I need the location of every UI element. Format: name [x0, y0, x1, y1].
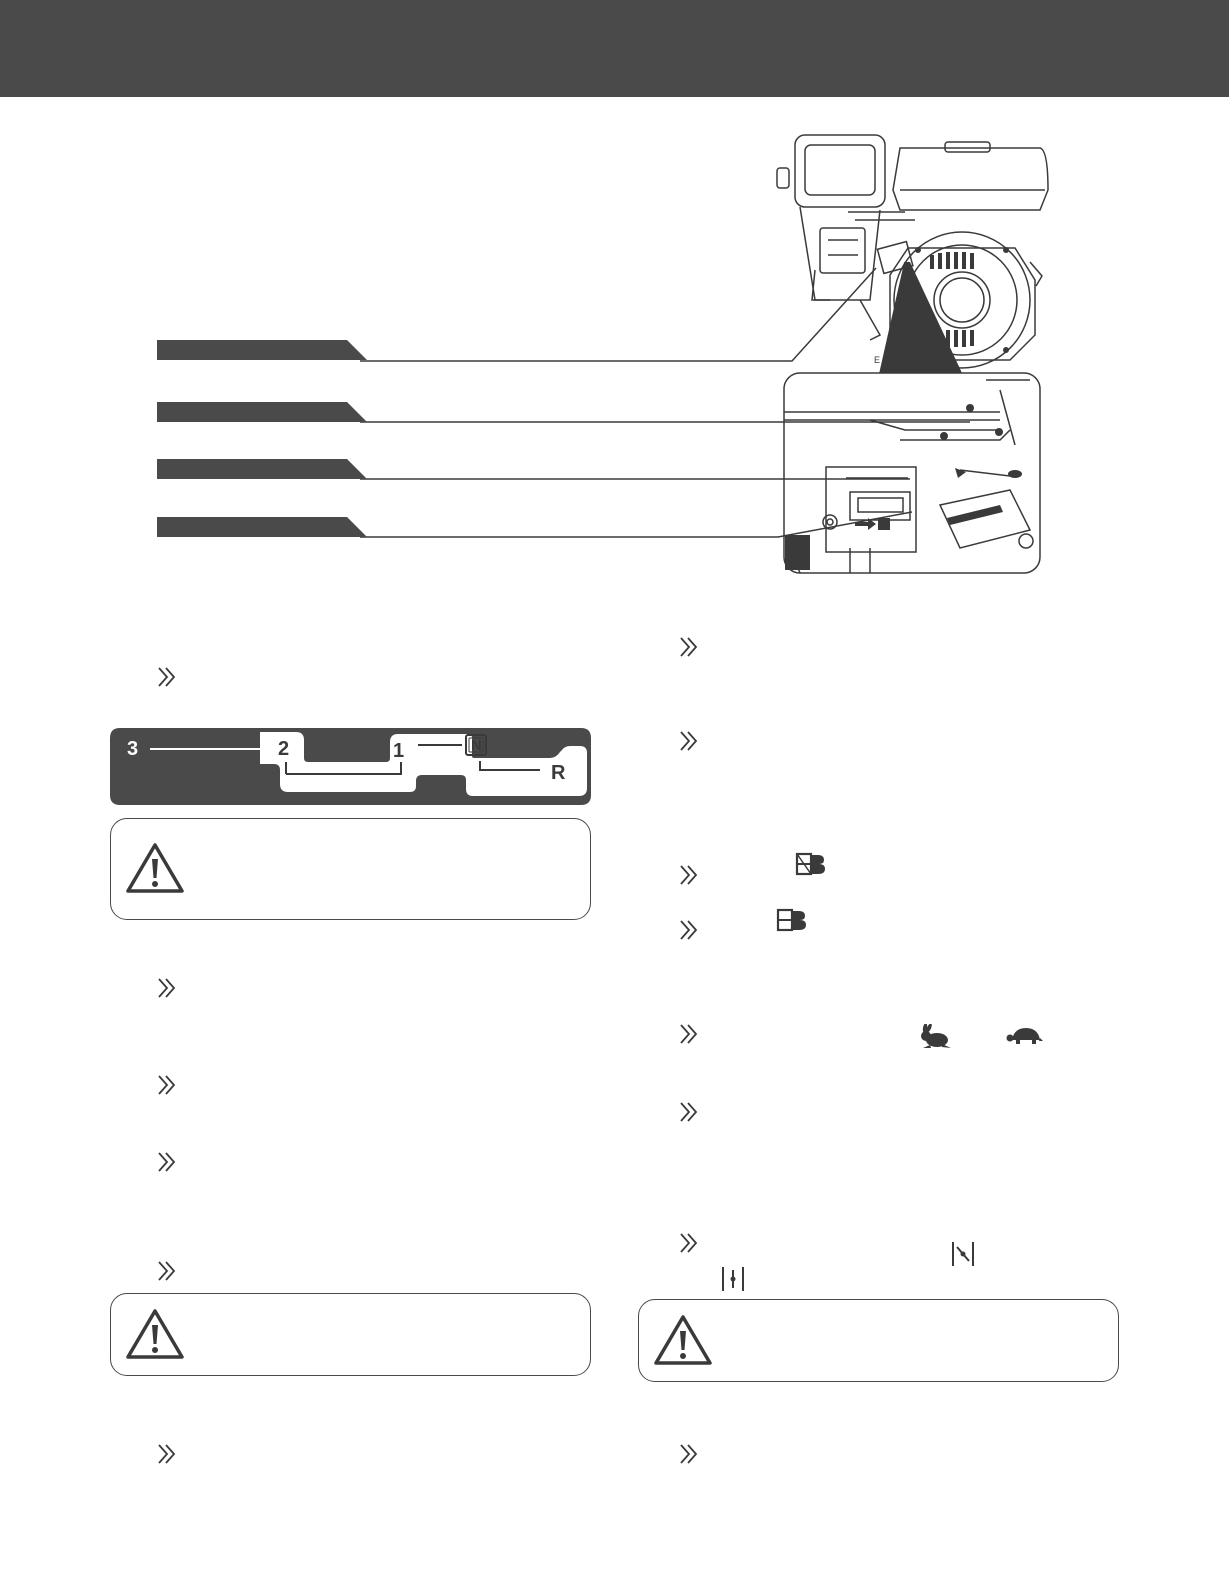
double-chevron-right-icon: [157, 1074, 177, 1096]
double-chevron-right-icon: [679, 1232, 699, 1254]
choke-open-icon: [720, 1265, 746, 1293]
fuel-valve-symbol-icon: [795, 852, 827, 876]
gear-label-2: 2: [278, 738, 290, 760]
double-chevron-right-icon: [157, 977, 177, 999]
warning-box-1: [110, 818, 591, 920]
double-chevron-right-icon: [679, 636, 699, 658]
fuel-valve-symbol-icon: [776, 908, 808, 932]
gear-label-3: 3: [127, 738, 139, 760]
warning-box-2: [110, 1293, 591, 1376]
warning-triangle-icon: [653, 1314, 713, 1366]
double-chevron-right-icon: [157, 1151, 177, 1173]
double-chevron-right-icon: [679, 1023, 699, 1045]
gear-shift-pattern: [110, 728, 591, 805]
double-chevron-right-icon: [679, 864, 699, 886]
callout-tab-2: [157, 402, 367, 422]
callout-tab-4: [157, 517, 367, 537]
turtle-icon: [1006, 1026, 1044, 1046]
double-chevron-right-icon: [157, 1443, 177, 1465]
double-chevron-right-icon: [679, 1443, 699, 1465]
double-chevron-right-icon: [679, 1101, 699, 1123]
choke-closed-icon: [950, 1240, 976, 1268]
warning-box-3: [638, 1299, 1119, 1382]
double-chevron-right-icon: [157, 1260, 177, 1282]
callout-leader-1: [360, 268, 876, 361]
double-chevron-right-icon: [157, 666, 177, 688]
callout-tab-1: [157, 340, 367, 360]
engine-emblem-letter: E: [874, 355, 881, 365]
engine-illustration: [0, 0, 1229, 600]
warning-triangle-icon: [125, 1308, 185, 1360]
gear-label-1: 1: [393, 740, 405, 762]
double-chevron-right-icon: [679, 919, 699, 941]
warning-triangle-icon: [125, 842, 185, 894]
double-chevron-right-icon: [679, 730, 699, 752]
callout-tab-3: [157, 459, 367, 479]
gear-label-r: R: [551, 762, 566, 784]
rabbit-icon: [918, 1024, 954, 1050]
gear-label-n: N: [471, 737, 482, 754]
